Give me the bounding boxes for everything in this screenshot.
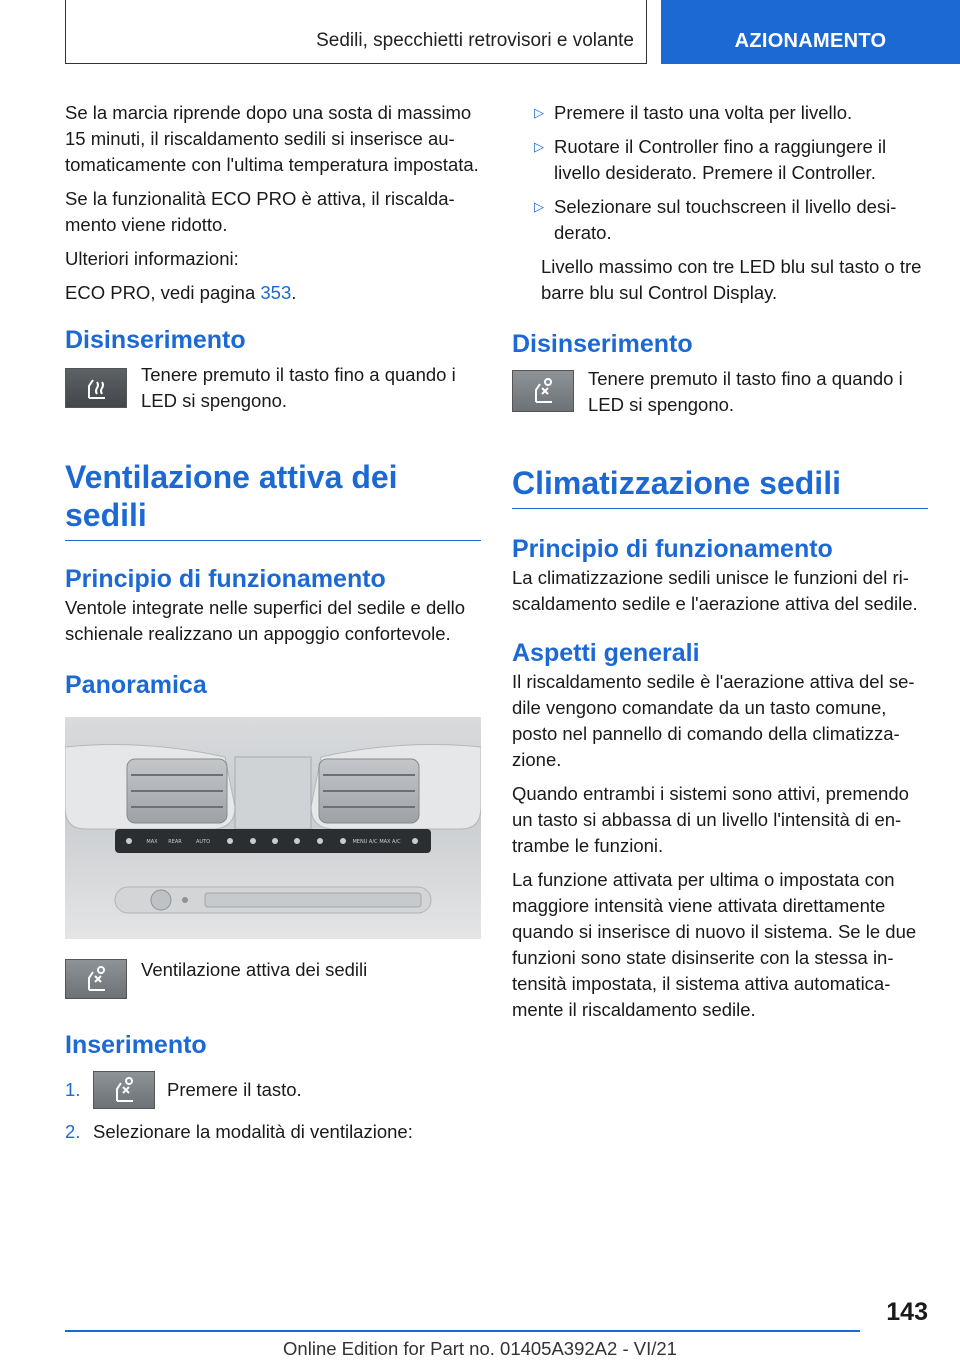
principio-text-right: La climatizzazione sedili unisce le funzioni del riscaldamento sedile e l'aerazione attiva del sedile. (512, 567, 918, 614)
disinserimento-row-right (512, 366, 928, 418)
bullet-2-text: Ruotare il Controller fino a raggiungere il livello desiderato. Premere il Controller. (554, 136, 887, 183)
left-column (65, 100, 481, 1155)
edition-text: Online Edition for Part no. 01405A392A2 - VI/21 (283, 1338, 677, 1359)
aspetti-paragraph-3: La funzione attivata per ultima o impostata con maggiore intensità viene attivata direttamente quando si inserisce di nuovo il sistema. Se le due funzioni sono state disinserite con la stessa intensità impostata, il sistema attiva automaticamente il riscaldamento sedile. (512, 869, 917, 1020)
inserimento-heading: Inserimento (65, 1031, 207, 1059)
panel-label-max-ac: MAX A/C (379, 839, 401, 845)
ventilazione-heading: Ventilazione attiva dei sedili (65, 458, 481, 541)
aspetti-paragraph-2: Quando entrambi i sistemi sono attivi, premendo un tasto si abbassa di un livello l'intensità di entrambe le funzioni. (512, 783, 909, 856)
footer-divider (65, 1330, 860, 1332)
disinserimento-text-right: Tenere premuto il tasto fino a quando i LED si spengono. (588, 368, 903, 415)
disinserimento-text-left: Tenere premuto il tasto fino a quando i LED si spengono. (141, 364, 456, 411)
eco-ref-page-link[interactable]: 353 (260, 282, 292, 303)
principio-heading-left: Principio di funzionamento (65, 565, 386, 593)
step-2-number: 2. (65, 1121, 81, 1142)
eco-ref-text: ECO PRO, vedi pagina (65, 282, 261, 303)
step-2-text: Selezionare la modalità di ventilazione: (93, 1121, 413, 1142)
climate-panel-photo (65, 717, 481, 939)
bullet-1 (512, 100, 928, 126)
bullet-triangle-icon: ▷ (534, 139, 544, 154)
step-2 (65, 1119, 481, 1145)
seat-vent-step-icon (93, 1071, 155, 1109)
bullet-3 (512, 194, 928, 246)
chapter-tab[interactable] (661, 0, 960, 64)
bullet-triangle-icon: ▷ (534, 105, 544, 120)
bullet-2 (512, 134, 928, 186)
principio-heading-right: Principio di funzionamento (512, 535, 833, 563)
climatizzazione-heading: Climatizzazione sedili (512, 464, 928, 509)
principio-text-left: Ventole integrate nelle superfici del sedile e dello schienale realizzano un appoggio confortevole. (65, 597, 466, 644)
step-1 (65, 1071, 481, 1109)
bullet-3-text: Selezionare sul touchscreen il livello desiderato. (554, 196, 897, 243)
seat-vent-button-icon-right (512, 370, 574, 412)
vent-caption-text: Ventilazione attiva dei sedili (141, 959, 368, 980)
right-column (512, 100, 928, 1031)
eco-pro-reference (65, 280, 481, 306)
level-note: Livello massimo con tre LED blu sul tasto o tre barre blu sul Control Display. (541, 256, 922, 303)
aspetti-heading: Aspetti generali (512, 639, 700, 667)
step-1-number: 1. (65, 1079, 81, 1100)
section-title: Sedili, specchietti retrovisori e volante (316, 30, 634, 51)
intro-paragraph-2: Se la funzionalità ECO PRO è attiva, il riscaldamento viene ridotto. (65, 188, 455, 235)
panoramica-heading: Panoramica (65, 671, 207, 699)
panel-label-auto: AUTO (195, 839, 211, 845)
intro-paragraph-1: Se la marcia riprende dopo una sosta di massimo 15 minuti, il riscaldamento sedili si inserisce automaticamente con l'ultima temperatura impostata. (65, 102, 479, 175)
page-number: 143 (886, 1298, 928, 1326)
panel-label-max: MAX (146, 839, 158, 845)
disinserimento-heading-left: Disinserimento (65, 326, 246, 354)
seat-vent-button-icon (65, 959, 127, 999)
bullet-triangle-icon: ▷ (534, 199, 544, 214)
disinserimento-row-left (65, 362, 481, 414)
panel-label-rear: REAR (168, 839, 182, 845)
panel-label-menu-ac: MENU A/C (352, 839, 378, 845)
step-1-text: Premere il tasto. (167, 1079, 302, 1100)
chapter-tab-label: AZIONAMENTO (734, 29, 887, 52)
vent-caption-row (65, 959, 481, 999)
header-frame (65, 0, 647, 64)
intro-paragraph-3: Ulteriori informazioni: (65, 248, 239, 269)
seat-heat-button-icon (65, 368, 127, 408)
aspetti-paragraph-1: Il riscaldamento sedile è l'aerazione attiva del sedile vengono comandate da un tasto comune, posto nel pannello di comando della climatizzazione. (512, 671, 915, 770)
eco-ref-end: . (291, 282, 297, 303)
bullet-1-text: Premere il tasto una volta per livello. (554, 102, 853, 123)
disinserimento-heading-right: Disinserimento (512, 330, 693, 358)
